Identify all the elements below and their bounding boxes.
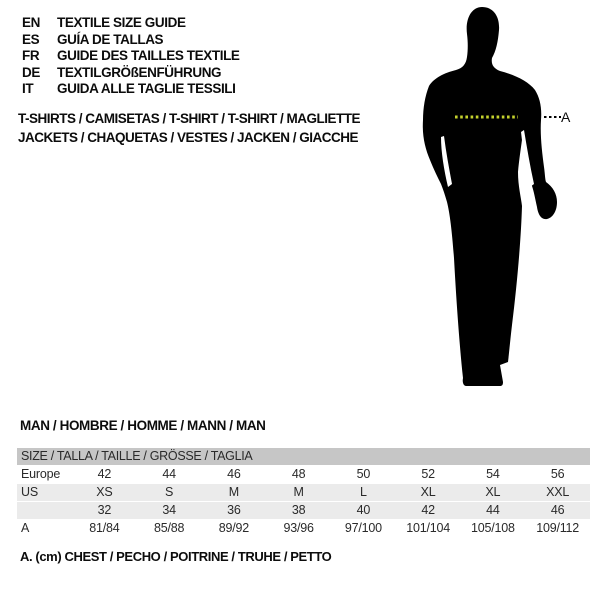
size-cell: 89/92 [218,521,250,535]
row-label: Europe [21,467,61,481]
size-table [17,448,590,537]
row-label [17,502,72,519]
man-silhouette-body [423,7,557,386]
size-table-row-us [17,484,590,501]
size-table-header: SIZE / TALLA / TAILLE / GRÖSSE / TAGLIA [17,448,590,465]
size-cell: 101/104 [406,521,451,535]
row-label: US [21,485,38,499]
size-cell: 32 [97,503,112,517]
size-cell: 38 [291,503,306,517]
size-cell: 85/88 [153,521,185,535]
size-cell: 105/108 [470,521,515,535]
language-label: GUÍA DE TALLAS [57,31,164,47]
size-cell: 50 [356,467,371,481]
language-row [22,15,240,32]
language-code: FR [22,48,40,63]
size-cell: 109/112 [536,521,580,535]
size-table-row-europe [17,466,590,483]
size-cell: 54 [486,467,500,481]
size-cell: 81/84 [89,521,120,535]
garment-categories [18,109,360,147]
size-cell: 34 [162,503,176,517]
size-cell: 46 [550,503,565,517]
language-row [22,81,240,98]
size-cell: 44 [486,503,500,517]
language-list [22,15,240,98]
size-cell: 44 [162,467,176,481]
language-label: GUIDA ALLE TAGLIE TESSILI [57,81,236,96]
language-code: IT [22,81,34,96]
size-cell: 46 [227,467,241,481]
size-cell: 52 [421,467,435,481]
man-silhouette-icon [405,5,570,390]
man-figure [405,5,570,390]
size-cell: 56 [550,467,565,481]
size-cell: 36 [227,503,241,517]
section-title-man: MAN / HOMBRE / HOMME / MANN / MAN [20,418,266,433]
category-line-tshirts: T-SHIRTS / CAMISETAS / T-SHIRT / T-SHIRT / MAGLIETTE [18,111,361,126]
size-cell: L [359,485,367,499]
size-cell: M [228,485,239,499]
language-label: TEXTILE SIZE GUIDE [57,15,186,30]
row-label: A [21,521,30,535]
language-row [22,48,240,65]
size-cell: 42 [97,467,112,481]
language-code: DE [22,64,40,80]
size-cell: 42 [421,503,435,517]
size-table-row-us-numeric [17,502,590,519]
measure-label-a: A [561,109,571,125]
size-cell: 40 [356,503,371,517]
language-code: EN [22,15,40,30]
size-cell: XXL [546,485,570,499]
size-cell: 97/100 [344,521,382,535]
size-cell: XS [96,485,113,499]
language-row [22,32,240,49]
language-row [22,65,240,82]
language-label: TEXTILGRÖßENFÜHRUNG [57,64,222,80]
language-label: GUIDE DES TAILLES TEXTILE [57,48,240,63]
size-cell: XL [420,485,436,499]
language-code: ES [22,31,40,47]
size-cell: XL [485,485,501,499]
measurement-footnote: A. (cm) CHEST / PECHO / POITRINE / TRUHE / PETTO [20,549,332,564]
size-cell: 48 [291,467,306,481]
size-cell: 93/96 [283,521,314,535]
size-cell: M [293,485,304,499]
category-line-jackets: JACKETS / CHAQUETAS / VESTES / JACKEN / GIACCHE [18,130,359,145]
size-table-row-chest [17,520,590,537]
size-cell: S [165,485,174,499]
